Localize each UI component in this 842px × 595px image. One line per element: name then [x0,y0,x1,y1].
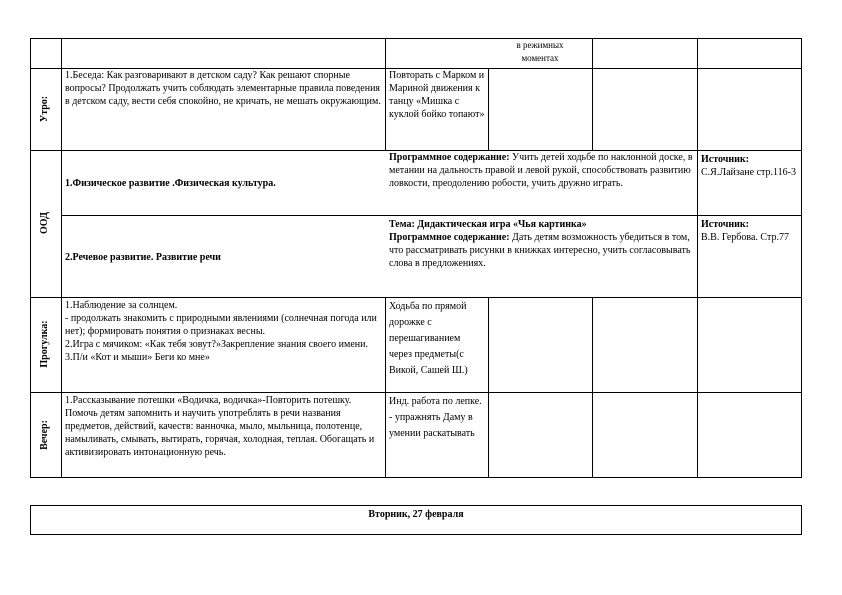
ood-item1-source-text: С.Я.Лайзане стр.116-3 [701,167,796,178]
header-regime: в режимных моментах [516,40,564,63]
col-line [488,297,489,478]
ood-item1-program-label: Программное содержание: [389,152,510,163]
ood-item1-program-text: Учить детей ходьбе по наклонной доске, в метании на дальность правой и левой рукой, способствовать развитию ловкости, преодолению робости, учить дружно играть. [389,152,693,189]
walk-line-4: 3.П/и «Кот и мыши» Беги ко мне» [65,352,210,363]
ood-item2-program-text: Дать детям возможность убедиться в том, что рассматривать рисунки в книжках интересно, учить согласовывать слова в предложениях. [389,232,691,269]
ood-item2-source-text: В.В. Гербова. Стр.77 [701,232,789,243]
col-line [385,38,386,150]
col-line [385,297,386,478]
ood-item2-content [389,218,695,296]
ood-item1-source [701,153,799,179]
walk-activity [65,299,383,391]
morning-activity: 1.Беседа: Как разговаривают в детском саду? Как решают спорные вопросы? Продолжать учить соблюдать элементарные правила поведения в детском саду, вести себя спокойно, не кричать, не мешать окружающим. [65,70,381,107]
row-line [30,297,802,298]
ood-item1-source-label: Источник: [701,154,749,165]
col-line [697,38,698,478]
walk-line-1: 1.Наблюдение за солнцем. [65,300,178,311]
morning-individual: Повторать с Марком и Мариной движения к танцу «Мишка с куклой бойко топают» [389,70,485,120]
ood-item1-title: 1.Физическое развитие .Физическая культура. [65,178,276,189]
evening-individual: Инд. работа по лепке. - упражнять Даму в умении раскатывать [389,396,482,439]
ood-item2-source [701,218,799,244]
ood-item2-theme: Тема: Дидактическая игра «Чья картинка» [389,219,587,230]
row-label-evening: Вечер: [39,420,50,450]
walk-line-3: 2.Игра с мячиком: «Как тебя зовут?»Закрепление знания своего имени. [65,339,368,350]
ood-item2-program-label: Программное содержание: [389,232,510,243]
evening-activity: 1.Рассказывание потешки «Водичка, водичка»-Повторить потешку. Помочь детям запомнить и научить употреблять в речи названия предметов, действий, качеств: ванночка, мыло, мыльница, полотенце, намыливать, смывать, вытирать, горячая, холодная, теплая. Обогащать и активизировать интонационную речь. [65,395,375,458]
ood-item1-program [389,151,695,215]
col-line [61,38,62,478]
ood-item2-source-label: Источник: [701,219,749,230]
col-line [592,297,593,478]
row-label-walk: Прогулка: [39,320,50,368]
walk-individual: Ходьба по прямой дорожке с перешагиванием через предметы(с Викой, Сашей Ш.) [389,301,468,376]
row-line [30,392,802,393]
row-label-ood: ООД [39,212,50,234]
ood-item2-title: 2.Речевое развитие. Развитие речи [65,252,221,263]
row-line [61,215,802,216]
row-label-morning: Утро: [39,95,50,123]
col-line [592,38,593,150]
walk-line-2: - продолжать знакомить с природными явлениями (солнечная погода или нет); формировать понятия о признаках весны. [65,313,377,337]
day-title: Вторник, 27 февраля [368,509,464,520]
col-line [488,68,489,150]
